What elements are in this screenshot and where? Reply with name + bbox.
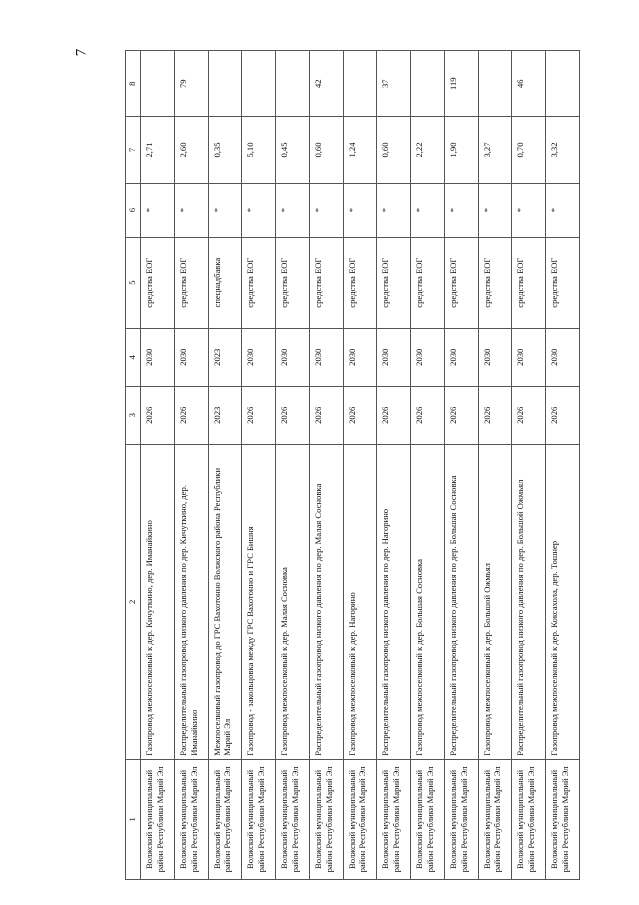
count-cell [276, 51, 310, 117]
length-cell: 0,70 [512, 117, 546, 183]
object-cell: Распределительный газопровод низкого давления по дер. Большой Ожмьял [512, 444, 546, 759]
object-cell: Распределительный газопровод низкого давления по дер. Большая Сосновка [444, 444, 478, 759]
count-cell [343, 51, 377, 117]
object-cell: Газопровод межпоселковый к дер. Малая Сосновка [276, 444, 310, 759]
count-cell [141, 51, 175, 117]
start-year-cell: 2026 [411, 386, 445, 444]
funding-source-cell: спецнадбавка [208, 237, 242, 328]
object-cell: Распределительный газопровод низкого давления по дер. Малая Сосновка [309, 444, 343, 759]
count-cell: 119 [444, 51, 478, 117]
length-cell: 3,32 [546, 117, 580, 183]
start-year-cell: 2026 [377, 386, 411, 444]
end-year-cell: 2030 [309, 328, 343, 386]
end-year-cell: 2030 [174, 328, 208, 386]
start-year-cell: 2026 [242, 386, 276, 444]
table-row [174, 51, 208, 880]
marker-cell: * [174, 183, 208, 237]
marker-cell: * [141, 183, 175, 237]
marker-cell: * [512, 183, 546, 237]
district-cell: Волжский муниципальный район Республики Марий Эл [309, 759, 343, 879]
table-body [141, 51, 580, 880]
gas-pipeline-table [125, 50, 580, 880]
object-cell: Газопровод межпоселковый к дер. Большой Ожмьял [478, 444, 512, 759]
table-row [546, 51, 580, 880]
start-year-cell: 2026 [141, 386, 175, 444]
length-cell: 0,60 [377, 117, 411, 183]
count-cell [478, 51, 512, 117]
table-row [309, 51, 343, 880]
end-year-cell: 2030 [512, 328, 546, 386]
length-cell: 3,27 [478, 117, 512, 183]
count-cell [242, 51, 276, 117]
table-row [343, 51, 377, 880]
object-cell: Межпоселковый газопровод до ГРС Вахотонно Волжского района Республики Марий Эл [208, 444, 242, 759]
length-cell: 1,90 [444, 117, 478, 183]
count-cell [411, 51, 445, 117]
start-year-cell: 2026 [174, 386, 208, 444]
district-cell: Волжский муниципальный район Республики Марий Эл [546, 759, 580, 879]
marker-cell: * [309, 183, 343, 237]
funding-source-cell: средства ЕОГ [174, 237, 208, 328]
table-row [141, 51, 175, 880]
column-header-5: 5 [126, 237, 141, 328]
object-cell: Распределительный газопровод низкого давления по дер. Кичуткино, дер. Иманайкино [174, 444, 208, 759]
start-year-cell: 2026 [309, 386, 343, 444]
length-cell: 1,24 [343, 117, 377, 183]
funding-source-cell: средства ЕОГ [141, 237, 175, 328]
column-header-6: 6 [126, 183, 141, 237]
count-cell: 37 [377, 51, 411, 117]
funding-source-cell: средства ЕОГ [444, 237, 478, 328]
start-year-cell: 2026 [444, 386, 478, 444]
table-row [478, 51, 512, 880]
district-cell: Волжский муниципальный район Республики Марий Эл [512, 759, 546, 879]
district-cell: Волжский муниципальный район Республики Марий Эл [276, 759, 310, 879]
funding-source-cell: средства ЕОГ [546, 237, 580, 328]
object-cell: Газопровод межпоселковый к дер. Коксахола, дер. Тошнер [546, 444, 580, 759]
table-row [411, 51, 445, 880]
length-cell: 0,35 [208, 117, 242, 183]
district-cell: Волжский муниципальный район Республики Марий Эл [174, 759, 208, 879]
count-cell: 79 [174, 51, 208, 117]
start-year-cell: 2026 [512, 386, 546, 444]
column-header-3: 3 [126, 386, 141, 444]
length-cell: 0,60 [309, 117, 343, 183]
marker-cell: * [208, 183, 242, 237]
end-year-cell: 2030 [343, 328, 377, 386]
end-year-cell: 2030 [242, 328, 276, 386]
column-header-8: 8 [126, 51, 141, 117]
start-year-cell: 2023 [208, 386, 242, 444]
district-cell: Волжский муниципальный район Республики Марий Эл [141, 759, 175, 879]
page-number: 7 [73, 48, 90, 57]
length-cell: 2,71 [141, 117, 175, 183]
district-cell: Волжский муниципальный район Республики Марий Эл [208, 759, 242, 879]
count-cell: 46 [512, 51, 546, 117]
end-year-cell: 2030 [444, 328, 478, 386]
table-row [208, 51, 242, 880]
start-year-cell: 2026 [343, 386, 377, 444]
table-row [444, 51, 478, 880]
length-cell: 2,60 [174, 117, 208, 183]
marker-cell: * [546, 183, 580, 237]
rotated-table-area [125, 50, 580, 880]
district-cell: Волжский муниципальный район Республики Марий Эл [377, 759, 411, 879]
marker-cell: * [478, 183, 512, 237]
start-year-cell: 2026 [478, 386, 512, 444]
table-row [512, 51, 546, 880]
object-cell: Газопровод межпоселковый к дер. Нагорино [343, 444, 377, 759]
table-row [276, 51, 310, 880]
end-year-cell: 2030 [411, 328, 445, 386]
length-cell: 0,45 [276, 117, 310, 183]
header-row [126, 51, 141, 880]
start-year-cell: 2026 [546, 386, 580, 444]
column-header-2: 2 [126, 444, 141, 759]
object-cell: Газопровод межпоселковый к дер. Кичуткино, дер. Иманайкино [141, 444, 175, 759]
funding-source-cell: средства ЕОГ [343, 237, 377, 328]
length-cell: 5,10 [242, 117, 276, 183]
funding-source-cell: средства ЕОГ [242, 237, 276, 328]
funding-source-cell: средства ЕОГ [512, 237, 546, 328]
marker-cell: * [343, 183, 377, 237]
end-year-cell: 2023 [208, 328, 242, 386]
funding-source-cell: средства ЕОГ [377, 237, 411, 328]
object-cell: Газопровод межпоселковый к дер. Большая Сосновка [411, 444, 445, 759]
district-cell: Волжский муниципальный район Республики Марий Эл [444, 759, 478, 879]
length-cell: 2,22 [411, 117, 445, 183]
start-year-cell: 2026 [276, 386, 310, 444]
end-year-cell: 2030 [377, 328, 411, 386]
funding-source-cell: средства ЕОГ [478, 237, 512, 328]
district-cell: Волжский муниципальный район Республики Марий Эл [242, 759, 276, 879]
marker-cell: * [377, 183, 411, 237]
district-cell: Волжский муниципальный район Республики Марий Эл [343, 759, 377, 879]
object-cell: Распределительный газопровод низкого давления по дер. Нагорино [377, 444, 411, 759]
count-cell [546, 51, 580, 117]
marker-cell: * [276, 183, 310, 237]
funding-source-cell: средства ЕОГ [276, 237, 310, 328]
table-row [242, 51, 276, 880]
district-cell: Волжский муниципальный район Республики Марий Эл [411, 759, 445, 879]
end-year-cell: 2030 [546, 328, 580, 386]
column-header-4: 4 [126, 328, 141, 386]
marker-cell: * [242, 183, 276, 237]
count-cell [208, 51, 242, 117]
end-year-cell: 2030 [276, 328, 310, 386]
object-cell: Газопровод - закольцовка между ГРС Вахотонно и ГРС Бишня [242, 444, 276, 759]
marker-cell: * [411, 183, 445, 237]
end-year-cell: 2030 [478, 328, 512, 386]
end-year-cell: 2030 [141, 328, 175, 386]
funding-source-cell: средства ЕОГ [309, 237, 343, 328]
column-header-1: 1 [126, 759, 141, 879]
marker-cell: * [444, 183, 478, 237]
table-row [377, 51, 411, 880]
district-cell: Волжский муниципальный район Республики Марий Эл [478, 759, 512, 879]
column-header-7: 7 [126, 117, 141, 183]
count-cell: 42 [309, 51, 343, 117]
funding-source-cell: средства ЕОГ [411, 237, 445, 328]
